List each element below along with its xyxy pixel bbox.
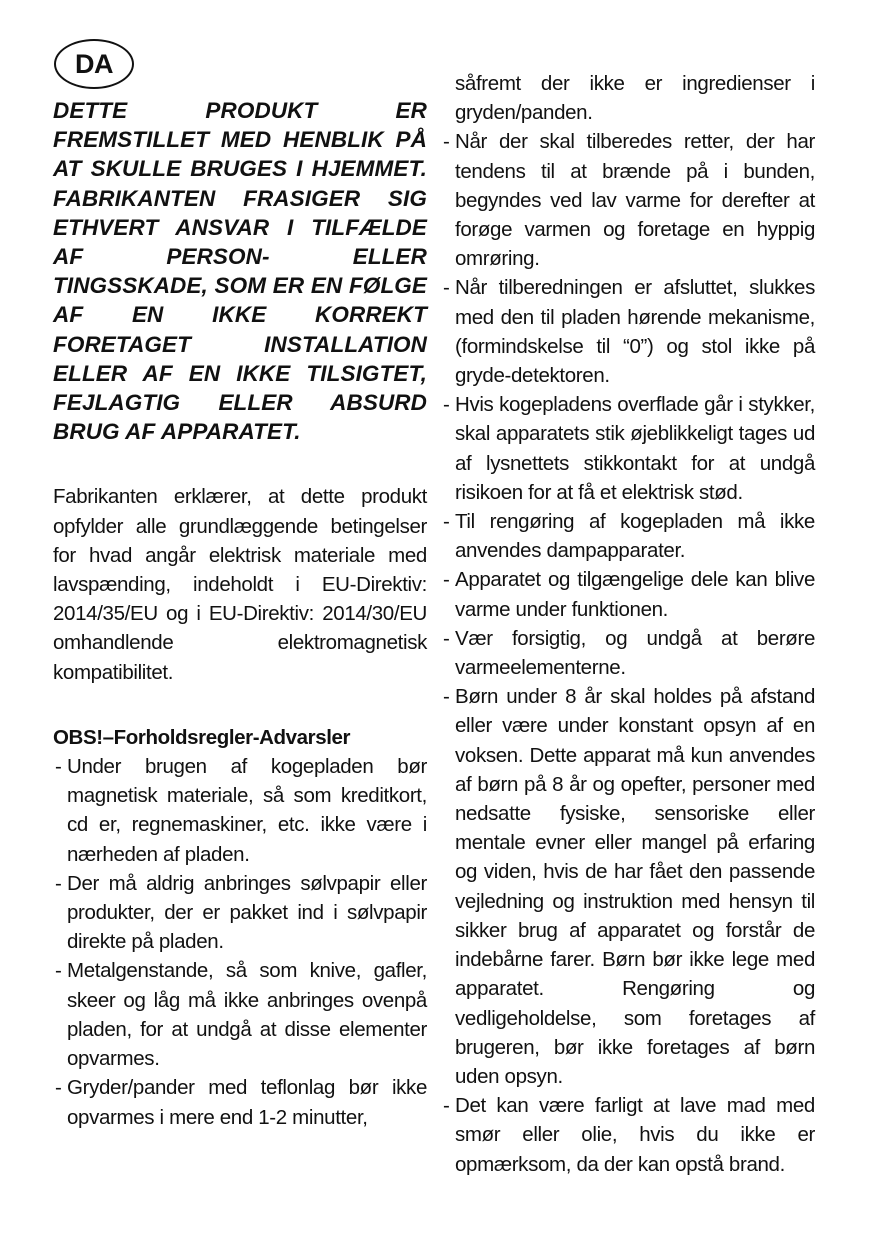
list-item-continuation: såfremt der ikke er ingredienser i gryden/panden.	[455, 72, 815, 125]
precautions-heading: OBS!–Forholdsregler-Advarsler	[53, 725, 351, 749]
list-item: - Der må aldrig anbringes sølvpapir eller produkter, der er pakket ind i sølvpapir direkte på pladen.	[53, 869, 427, 957]
left-precautions-list	[53, 752, 427, 1132]
right-precautions-list	[441, 127, 815, 1178]
list-item: - Når der skal tilberedes retter, der har tendens til at brænde på i bunden, begyndes ved lav varme for derefter at forøge varmen og foretage en hyppig omrøring.	[441, 127, 815, 273]
eu-declaration: Fabrikanten erklærer, at dette produkt opfylder alle grundlæggende betingelser for hvad angår elektrisk materiale med lavspænding, indeholdt i EU-Direktiv: 2014/35/EU og i EU-Direktiv: 2014/30/EU omhandlende elektromagnetisk kompatibilitet.	[53, 485, 427, 684]
list-item: - Det kan være farligt at lave mad med smør eller olie, hvis du ikke er opmærksom, da der kan opstå brand.	[441, 1091, 815, 1179]
language-badge: DA	[54, 39, 134, 89]
list-item: - Til rengøring af kogepladen må ikke anvendes dampapparater.	[441, 507, 815, 565]
list-item: - Børn under 8 år skal holdes på afstand eller være under konstant opsyn af en voksen. Dette apparat må kun anvendes af børn på 8 år og opefter, personer med nedsatte fysiske, sensoriske eller mentale evner eller mangel på erfaring og viden, hvis de har fået den passende vejledning og instruktion med hensyn til sikker brug af apparatet og forstår de indebårne farer. Børn bør ikke lege med apparatet. Rengøring og vedligeholdelse, som foretages af brugeren, bør ikke foretages af børn uden opsyn.	[441, 682, 815, 1091]
right-column	[441, 69, 815, 1179]
list-item: - Når tilberedningen er afsluttet, slukkes med den til pladen hørende mekanisme, (formindskelse til “0”) og stol ikke på gryde-detektoren.	[441, 273, 815, 390]
list-item: - Apparatet og tilgængelige dele kan blive varme under funktionen.	[441, 565, 815, 623]
list-item: - Under brugen af kogepladen bør magnetisk materiale, så som kreditkort, cd er, regnemaskiner, etc. ikke være i nærheden af pladen.	[53, 752, 427, 869]
left-column	[53, 96, 427, 1132]
list-item: - Gryder/pander med teflonlag bør ikke opvarmes i mere end 1-2 minutter,	[53, 1073, 427, 1131]
list-item: - Hvis kogepladens overflade går i stykker, skal apparatets stik øjeblikkeligt tages ud af lysnettets stikkontakt for at undgå risikoen for at få et elektrisk stød.	[441, 390, 815, 507]
list-item: - Vær forsigtig, og undgå at berøre varmeelementerne.	[441, 624, 815, 682]
liability-warning: DETTE PRODUKT ER FREMSTILLET MED HENBLIK PÅ AT SKULLE BRUGES I HJEMMET. FABRIKANTEN FRASIGER SIG ETHVERT ANSVAR I TILFÆLDE AF PERSON- ELLER TINGSSKADE, SOM ER EN FØLGE AF EN IKKE KORREKT FORETAGET INSTALLATION ELLER AF EN IKKE TILSIGTET, FEJLAGTIG ELLER ABSURD BRUG AF APPARATET.	[53, 98, 427, 445]
list-item: - Metalgenstande, så som knive, gafler, skeer og låg må ikke anbringes ovenpå pladen, for at undgå at disse elementer opvarmes.	[53, 956, 427, 1073]
